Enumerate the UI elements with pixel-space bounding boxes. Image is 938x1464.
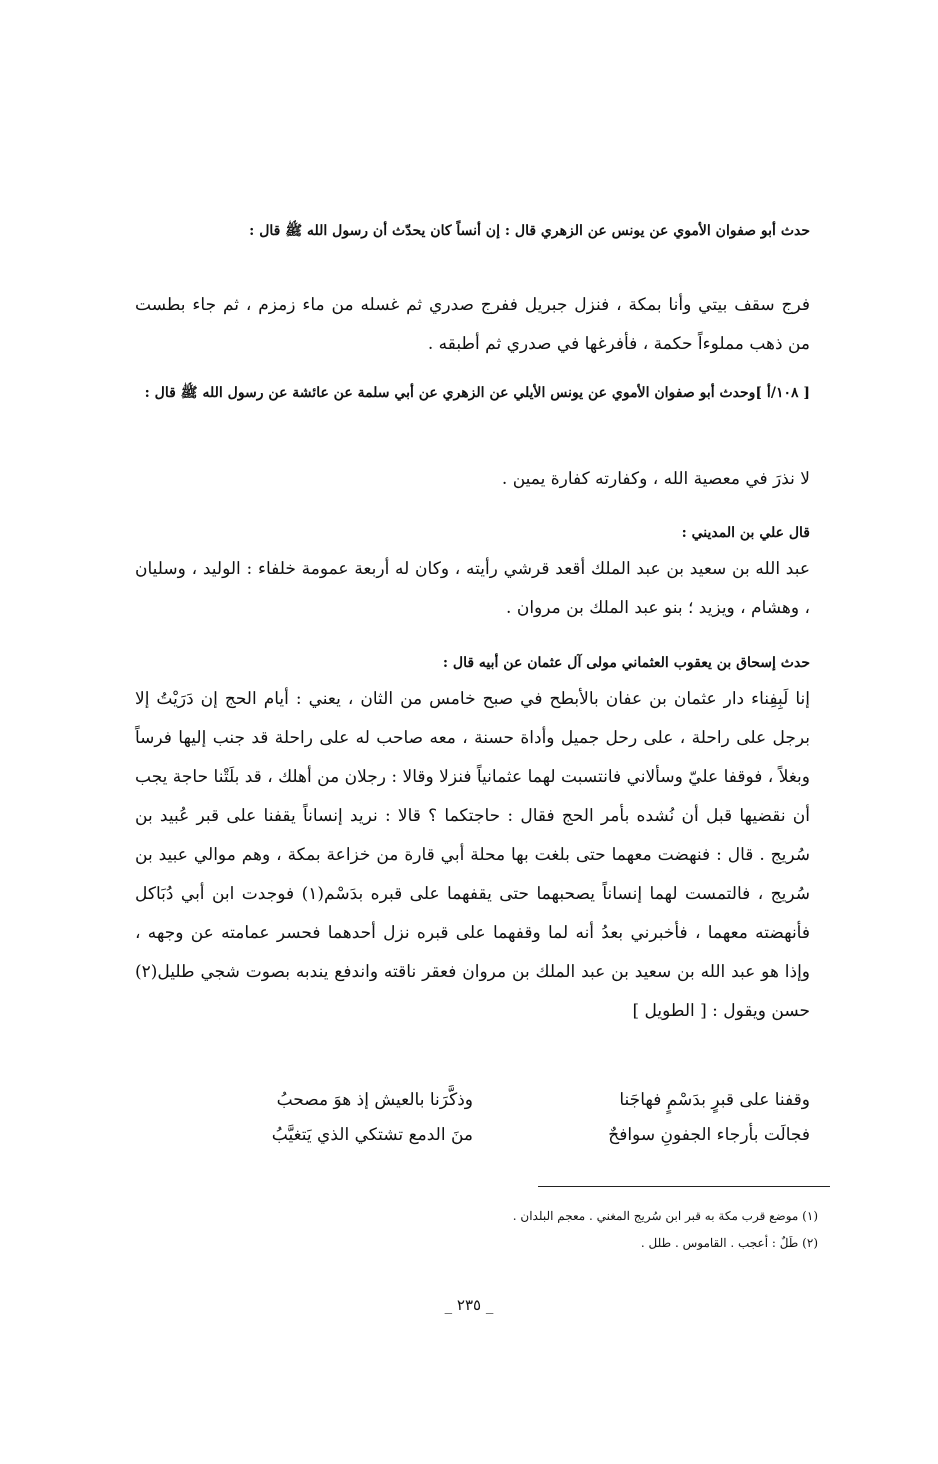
narrative-paragraph-text: إنا لَبِفِناء دار عثمان بن عفان بالأبطح في صبح خامس من الثان ، يعني : أيام الحج إن دَرَيْتُ إلا برجل على راحلة ، على رحل جميل وأداة حسنة ، معه صاحب له على راحلة قد جنب إليها فرساً وبغلاً ، فوقفا عليّ وسألاني فانتسبت لهما عثمانياً فنزلا وقالا : رجلان من أهلك ، قد بلَتْنا حاجة يجب أن نقضيها قبل أن نُشده بأمر الحج فقال : حاجتكما ؟ قالا : نريد إنساناً يقفنا على قبر عُبيد بن سُريج . قال : فنهضت معهما حتى بلغت بها محلة أبي قارة من خزاعة بمكة ، وهم موالي عبيد بن سُريج ، فالتمست لهما إنساناً يصحبهما حتى يقفهما على قبره بدَسْم(١) فوجدت ابن أبي دُبَاكل فأنهضته معهما ، فأخبرني بعدُ أنه لما وقفهما على قبره نزل أحدهما فحسر عمامته عن وجهه ، وإذا هو عبد الله بن سعيد بن عبد الملك بن مروان فعقر ناقته واندفع يندبه بصوت شجي طليل(٢) حسن ويقول : [ الطويل ] <box>135 689 810 1021</box>
footnote-1: (١) موضع قرب مكة به قبر ابن سُريج المغني . معجم البلدان . <box>512 1209 818 1223</box>
isnad-anas <box>135 218 810 245</box>
hadith-vow-text: لا نذرَ في معصية الله ، وكفارته كفارة يمين . <box>501 469 810 489</box>
isnad-anas-text: حدث أبو صفوان الأموي عن يونس عن الزهري قال : إن أنساً كان يحدّث أن رسول الله ﷺ قال : <box>249 223 810 239</box>
verse-1-first-hemistich: وقفنا على قبرٍ بدَسْمٍ فهاجَنا <box>619 1090 810 1110</box>
page-number: _ ٢٣٥ _ <box>444 1296 494 1314</box>
heading-ali-ibn-madini <box>135 520 810 547</box>
footnote-2: (٢) طَلٌ : أعجب . القاموس . طلل . <box>640 1236 818 1250</box>
verse-2-second-hemistich: منَ الدمع تشتكي الذي يَتغيَّبُ <box>271 1125 473 1145</box>
paragraph-abdullah-ibn-said-text: عبد الله بن سعيد بن عبد الملك أقعد قرشي رأيته ، وكان له أربعة عمومة خلفاء : الوليد ، وسليان ، وهشام ، ويزيد ؛ بنو عبد الملك بن مروان . <box>135 559 810 618</box>
paragraph-abdullah-ibn-said <box>135 550 810 628</box>
narrative-paragraph <box>135 680 810 1031</box>
isnad-aisha <box>135 380 810 407</box>
verse-2-first-hemistich: فجالَت بأرجاء الجفونِ سوافحٌ <box>608 1125 810 1145</box>
hadith-chest-opening <box>135 286 810 364</box>
heading-ali-ibn-madini-text: قال علي بن المديني : <box>681 525 810 541</box>
verse-1-second-hemistich: وذكَّرَنا بالعيش إذ هوَ مصحبُ <box>276 1090 473 1110</box>
isnad-aisha-text: [ ١٠٨/أ ]وحدث أبو صفوان الأموي عن يونس الأيلي عن الزهري عن أبي سلمة عن عائشة عن رسول الله ﷺ قال : <box>144 385 810 401</box>
isnad-ishaq-text: حدث إسحاق بن يعقوب العثماني مولى آل عثمان عن أبيه قال : <box>442 655 810 671</box>
hadith-vow <box>135 460 810 499</box>
footnote-divider <box>538 1186 830 1187</box>
isnad-ishaq <box>135 650 810 677</box>
hadith-chest-opening-text: فرج سقف بيتي وأنا بمكة ، فنزل جبريل ففرج صدري ثم غسله من ماء زمزم ، ثم جاء بطست من ذهب مملوءاً حكمة ، فأفرغها في صدري ثم أطبقه . <box>135 295 810 354</box>
